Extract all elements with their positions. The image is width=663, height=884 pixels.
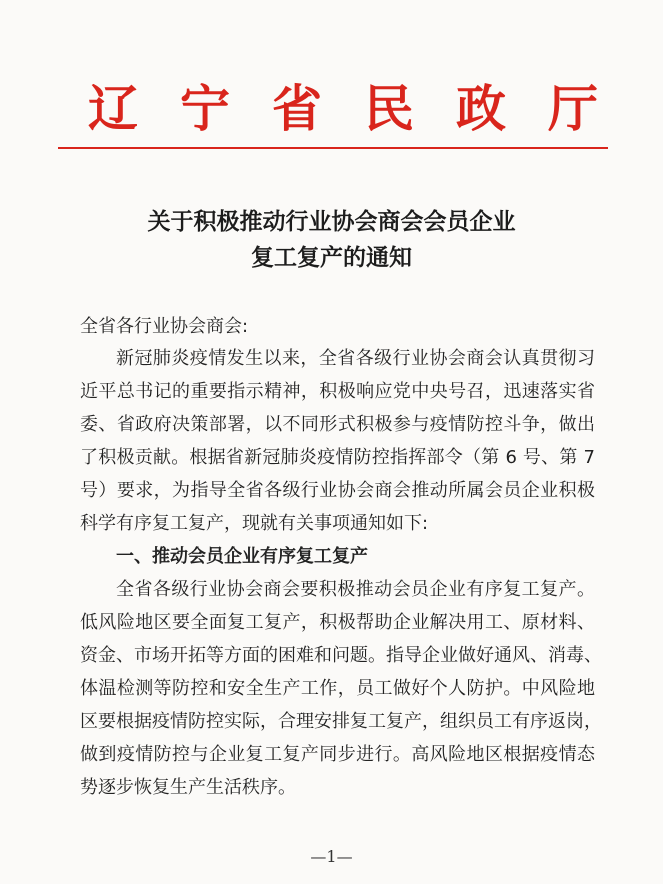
paragraph-line: 近平总书记的重要指示精神，积极响应党中央号召，迅速落实省 bbox=[80, 381, 595, 402]
salutation: 全省各行业协会商会: bbox=[80, 316, 249, 337]
paragraph-line: 全省各级行业协会商会要积极推动会员企业有序复工复产。 bbox=[116, 579, 595, 600]
paragraph-line: 资金、市场开拓等方面的困难和问题。指导企业做好通风、消毒、 bbox=[80, 645, 602, 666]
paragraph-line: 科学有序复工复产，现就有关事项通知如下: bbox=[80, 513, 429, 534]
letterhead-char: 省 bbox=[272, 79, 322, 138]
letterhead-divider bbox=[58, 147, 608, 149]
document-title-line1: 关于积极推动行业协会商会会员企业 bbox=[147, 208, 516, 235]
letterhead-char: 政 bbox=[456, 79, 506, 138]
letterhead bbox=[0, 78, 663, 140]
paragraph-line: 体温检测等防控和安全生产工作，员工做好个人防护。中风险地 bbox=[80, 678, 595, 699]
document-title-line2: 复工复产的通知 bbox=[251, 244, 412, 271]
paragraph-line: 势逐步恢复生产生活秩序。 bbox=[80, 777, 296, 798]
letterhead-char: 宁 bbox=[180, 79, 230, 138]
letterhead-char: 民 bbox=[364, 79, 414, 138]
paragraph-line: 了积极贡献。根据省新冠肺炎疫情防控指挥部令（第 6 号、第 7 bbox=[80, 447, 595, 468]
paragraph-line: 委、省政府决策部署，以不同形式积极参与疫情防控斗争，做出 bbox=[80, 414, 595, 435]
paragraph-line: 新冠肺炎疫情发生以来，全省各级行业协会商会认真贯彻习 bbox=[116, 348, 595, 369]
paragraph-line: 低风险地区要全面复工复产，积极帮助企业解决用工、原材料、 bbox=[80, 612, 595, 633]
section-heading: 一、推动会员企业有序复工复产 bbox=[116, 546, 368, 567]
paragraph-line: 做到疫情防控与企业复工复产同步进行。高风险地区根据疫情态 bbox=[80, 744, 595, 765]
letterhead-char: 厅 bbox=[548, 79, 598, 138]
paragraph-line: 区要根据疫情防控实际，合理安排复工复产，组织员工有序返岗， bbox=[80, 711, 602, 732]
page-number: —1— bbox=[310, 847, 353, 866]
letterhead-char: 辽 bbox=[88, 79, 138, 138]
paragraph-line: 号）要求，为指导全省各级行业协会商会推动所属会员企业积极 bbox=[80, 480, 595, 501]
